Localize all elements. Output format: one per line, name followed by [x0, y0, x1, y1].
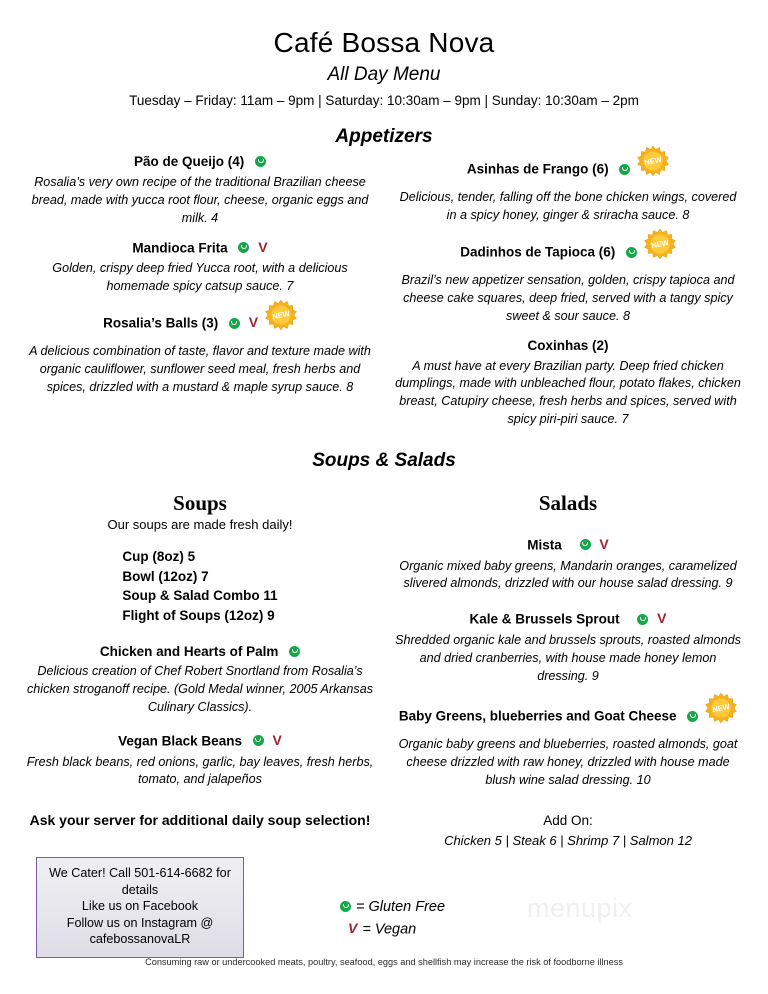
item-description: Delicious creation of Chef Robert Snortland from Rosalia’s chicken stroganoff recipe. (Gold Medal winner, 2005 Arkansas Culinary Classics).	[26, 664, 374, 715]
legend-vegan-text: = Vegan	[362, 921, 417, 938]
menu-item	[394, 154, 742, 225]
item-name: Rosalia’s Balls (3)	[103, 315, 219, 331]
gluten-free-icon	[238, 242, 249, 253]
item-description: Organic mixed baby greens, Mandarin oranges, caramelized slivered almonds, drizzled with our house salad dressing. 9	[399, 558, 737, 591]
item-title-row	[26, 308, 374, 340]
menu-item	[394, 537, 742, 593]
item-title-row	[394, 537, 742, 555]
gluten-free-icon	[255, 156, 266, 167]
item-title-row	[394, 338, 742, 355]
menu-header	[0, 0, 768, 109]
menu-item	[394, 338, 742, 429]
soup-size-item: Flight of Soups (12oz) 9	[122, 608, 275, 624]
new-badge-icon	[644, 228, 676, 260]
gluten-free-icon	[289, 646, 300, 657]
soups-note: Our soups are made fresh daily!	[107, 517, 293, 533]
soup-size-item: Soup & Salad Combo 11	[122, 588, 278, 604]
item-name: Pão de Queijo (4)	[133, 154, 245, 170]
item-name: Baby Greens, blueberries and Goat Cheese	[398, 709, 677, 725]
section-heading-soups-salads: Soups & Salads	[312, 450, 456, 472]
item-name: Coxinhas (2)	[527, 337, 609, 353]
vegan-icon: V	[599, 536, 609, 553]
gluten-free-icon	[340, 901, 351, 912]
item-description: Shredded organic kale and brussels sprouts, roasted almonds and dried cranberries, with house made honey lemon dressing. 9	[395, 632, 741, 683]
new-badge-icon	[705, 692, 737, 724]
legend-row-gluten-free	[340, 897, 445, 919]
gluten-free-icon	[229, 318, 240, 329]
catering-info-box	[36, 857, 244, 958]
item-description: Organic baby greens and blueberries, roasted almonds, goat cheese drizzled with raw honey, drizzled with house made blush wine salad dressing. 10	[398, 737, 738, 788]
ask-server-note: Ask your server for additional daily soup selection!	[29, 812, 371, 829]
appetizers-left-column	[16, 154, 384, 429]
soup-size-list	[122, 547, 277, 625]
hours-of-operation: Tuesday – Friday: 11am – 9pm | Saturday: 10:30am – 9pm | Sunday: 10:30am – 2pm	[129, 93, 639, 109]
item-description: Fresh black beans, red onions, garlic, bay leaves, fresh herbs, tomato, and jalapeños	[26, 754, 374, 787]
menu-item	[26, 733, 374, 789]
gluten-free-icon	[626, 247, 637, 258]
legend-gluten-free-text: = Gluten Free	[356, 899, 446, 915]
menu-item	[394, 611, 742, 685]
item-name: Asinhas de Frango (6)	[466, 161, 609, 177]
svg-text:NEW: NEW	[650, 237, 670, 251]
item-name: Dadinhos de Tapioca (6)	[460, 244, 616, 260]
foodborne-illness-disclaimer: Consuming raw or undercooked meats, poultry, seafood, eggs and shellfish may increase the risk of foodborne illness	[145, 957, 623, 967]
item-title-row	[394, 701, 742, 733]
section-heading-appetizers: Appetizers	[335, 126, 433, 148]
gluten-free-icon	[253, 735, 264, 746]
cater-line-phone: We Cater! Call 501-614-6682 for details	[49, 866, 231, 897]
dietary-legend	[340, 897, 445, 941]
vegan-icon: V	[657, 610, 667, 627]
gluten-free-icon	[687, 711, 698, 722]
new-badge-icon	[637, 145, 669, 177]
appetizers-right-column	[384, 154, 752, 429]
menu-item	[26, 308, 374, 397]
svg-text:NEW: NEW	[711, 702, 731, 715]
soup-size-item: Cup (8oz) 5	[122, 549, 196, 565]
item-title-row	[26, 644, 374, 661]
svg-text:NEW: NEW	[643, 155, 663, 168]
soups-column	[16, 478, 384, 850]
menu-item	[26, 644, 374, 718]
item-title-row	[394, 237, 742, 269]
menupix-watermark: menupix	[527, 893, 633, 923]
item-description: Golden, crispy deep fried Yucca root, with a delicious homemade spicy catsup sauce. 7	[52, 261, 348, 294]
item-description: Rosalia’s very own recipe of the traditional Brazilian cheese bread, made with yucca root flour, cheese, organic eggs and milk. 4	[31, 175, 369, 225]
menu-item	[26, 240, 374, 296]
cater-line-instagram: Follow us on Instagram @ cafebossanovaLR	[66, 915, 214, 947]
item-name: Mandioca Frita	[132, 240, 228, 256]
menu-item	[26, 154, 374, 228]
soups-salads-columns	[0, 478, 768, 850]
vegan-icon: V	[272, 732, 282, 749]
item-description: A delicious combination of taste, flavor and texture made with organic cauliflower, sunflower seed meal, fresh herbs and spices, drizzled with a mustard & maple syrup sauce. 8	[29, 344, 371, 394]
item-description: Delicious, tender, falling off the bone chicken wings, covered in a spicy honey, ginger & sriracha sauce. 8	[399, 190, 737, 223]
item-title-row	[26, 154, 374, 171]
menu-subtitle: All Day Menu	[327, 64, 441, 86]
subsection-heading-soups: Soups	[173, 491, 227, 515]
item-title-row	[26, 240, 374, 258]
svg-text:NEW: NEW	[271, 308, 291, 322]
item-description: A must have at every Brazilian party. Deep fried chicken dumplings, made with unbleached flour, potato flakes, chicken breast, Catupiry cheese, fresh herbs and spices, served with spicy piri-piri sauce. 7	[395, 358, 741, 427]
vegan-icon: V	[258, 238, 268, 255]
gluten-free-icon	[619, 164, 630, 175]
soup-size-item: Bowl (12oz) 7	[122, 568, 209, 584]
subsection-heading-salads: Salads	[538, 491, 598, 515]
item-title-row	[394, 611, 742, 629]
addon-section	[394, 812, 742, 850]
appetizers-columns	[0, 154, 768, 429]
menu-item	[394, 237, 742, 326]
item-name: Chicken and Hearts of Palm	[99, 643, 279, 659]
cater-line-facebook: Like us on Facebook	[81, 899, 199, 914]
new-badge-icon	[265, 299, 297, 331]
menu-item	[394, 701, 742, 790]
salads-column	[384, 478, 752, 850]
legend-row-vegan	[340, 919, 445, 941]
vegan-icon: V	[248, 314, 259, 331]
item-name: Vegan Black Beans	[118, 733, 242, 749]
item-name: Kale & Brussels Sprout	[469, 611, 620, 627]
gluten-free-icon	[637, 614, 648, 625]
item-name: Mista	[527, 537, 562, 553]
item-title-row	[394, 154, 742, 186]
vegan-icon: V	[348, 919, 358, 936]
addon-list: Chicken 5 | Steak 6 | Shrimp 7 | Salmon 12	[444, 832, 692, 848]
item-description: Brazil’s new appetizer sensation, golden, crispy tapioca and cheese cake squares, deep fried, served with a tangy spicy sweet & sour sauce. 8	[401, 273, 735, 323]
gluten-free-icon	[580, 539, 591, 550]
item-title-row	[26, 733, 374, 751]
restaurant-name: Café Bossa Nova	[273, 27, 495, 58]
addon-label: Add On:	[543, 813, 593, 829]
